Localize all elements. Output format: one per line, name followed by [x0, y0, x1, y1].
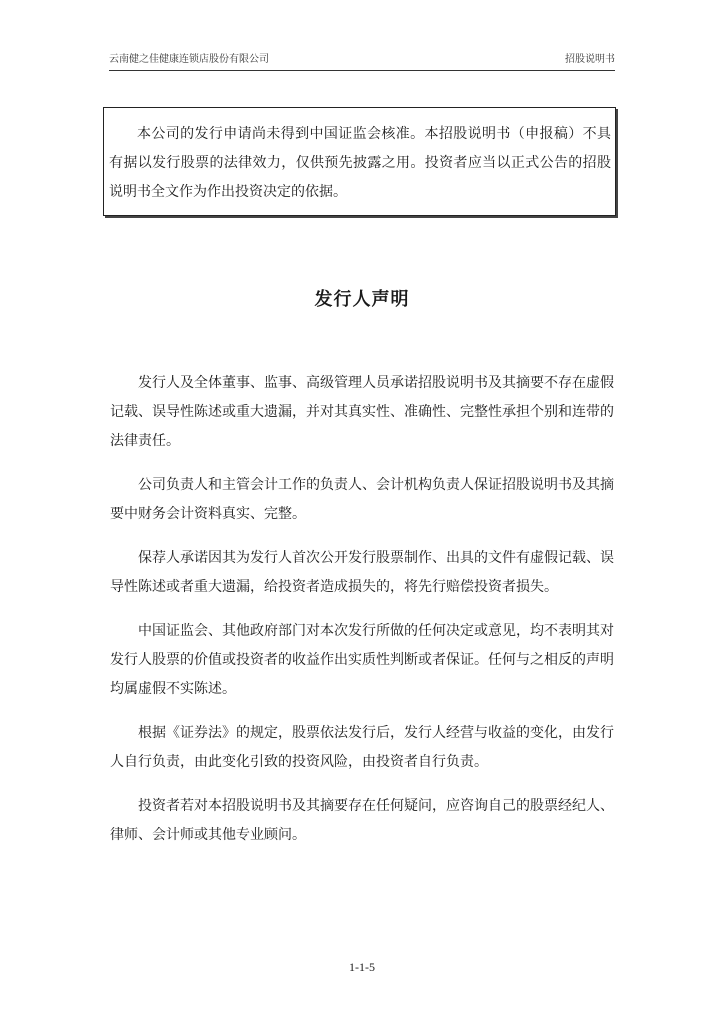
preliminary-notice-box: [103, 107, 616, 216]
section-title: 发行人声明: [314, 289, 410, 310]
paragraph-5: 根据《证券法》的规定，股票依法发行后，发行人经营与收益的变化，由发行人自行负责，由此变化引致的投资风险，由投资者自行负责。: [110, 725, 614, 770]
page-number: 1-1-5: [349, 960, 375, 974]
paragraph-2: 公司负责人和主管会计工作的负责人、会计机构负责人保证招股说明书及其摘要中财务会计资料真实、完整。: [110, 477, 614, 522]
page-header: [109, 50, 615, 71]
declaration-body: [110, 369, 614, 865]
paragraph-6: 投资者若对本招股说明书及其摘要存在任何疑问，应咨询自己的股票经纪人、律师、会计师或其他专业顾问。: [110, 798, 614, 843]
paragraph-4: 中国证监会、其他政府部门对本次发行所做的任何决定或意见，均不表明其对发行人股票的价值或投资者的收益作出实质性判断或者保证。任何与之相反的声明均属虚假不实陈述。: [110, 623, 614, 697]
header-document-type: 招股说明书: [565, 54, 615, 65]
header-company-name: 云南健之佳健康连锁店股份有限公司: [109, 54, 269, 65]
paragraph-1: 发行人及全体董事、监事、高级管理人员承诺招股说明书及其摘要不存在虚假记载、误导性陈述或重大遗漏，并对其真实性、准确性、完整性承担个别和连带的法律责任。: [110, 375, 614, 449]
paragraph-3: 保荐人承诺因其为发行人首次公开发行股票制作、出具的文件有虚假记载、误导性陈述或者重大遗漏，给投资者造成损失的，将先行赔偿投资者损失。: [110, 550, 614, 595]
notice-text: 本公司的发行申请尚未得到中国证监会核准。本招股说明书（申报稿）不具有据以发行股票的法律效力，仅供预先披露之用。投资者应当以正式公告的招股说明书全文作为作出投资决定的依据。: [109, 126, 611, 200]
